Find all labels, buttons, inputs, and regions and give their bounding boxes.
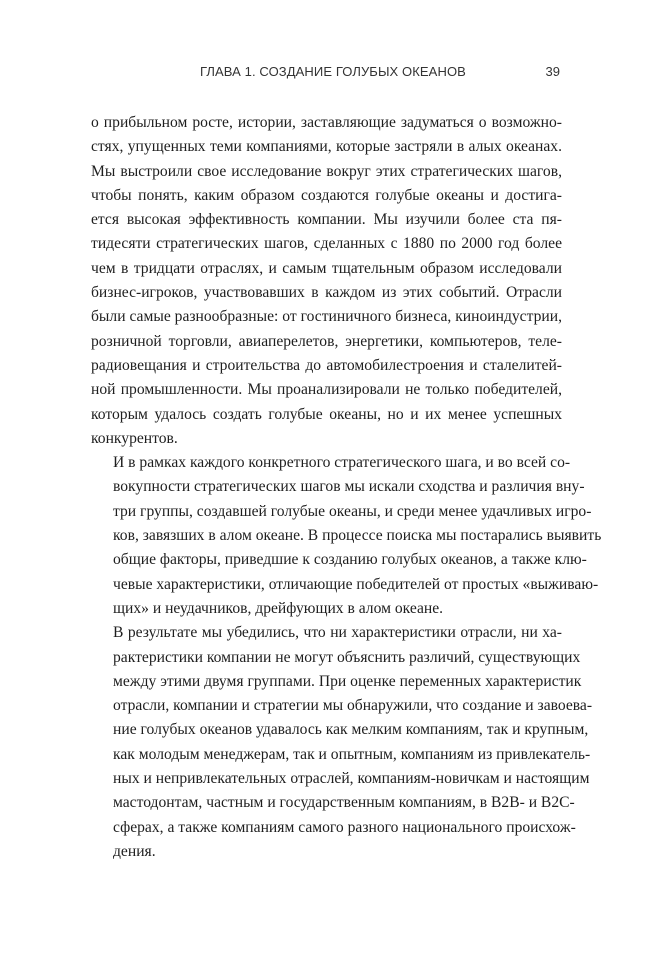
page-number: 39 [545,64,560,79]
text-line: ков, завязших в алом океане. В процессе поиска мы постарались выявить [113,527,602,545]
text-line: стях, упущенных теми компаниями, которые застряли в алых океанах. [91,138,562,156]
text-line: конкурентов. [91,429,178,447]
text-line: три группы, создавшей голубые океаны, и среди менее удачливых игро- [113,502,592,520]
text-line: дения. [113,842,156,860]
text-line: ние голубых океанов удавалось как мелким компаниям, так и крупным, [113,721,589,739]
text-line: тидесяти стратегических шагов, сделанных с 1880 по 2000 год более [91,235,562,253]
paragraph [91,111,562,451]
text-line: между этими двумя группами. При оценке переменных характеристик [113,672,582,690]
text-line: ных и непривлекательных отраслей, компаниям-новичкам и настоящим [113,770,590,788]
body-text [91,111,602,864]
text-line: рактеристики компании не могут объяснить различий, существующих [113,648,581,666]
text-line: общие факторы, приведшие к созданию голубых океанов, а также клю- [113,551,587,569]
text-line: о прибыльном росте, истории, заставляющие задуматься о возможно- [91,114,562,131]
text-line: которым удалось создать голубые океаны, но и их менее успешных [91,405,562,423]
text-line: радиовещания и строительства до автомобилестроения и сталелитей- [91,356,562,374]
text-line: щих» и неудачников, дрейфующих в алом океане. [113,599,444,617]
text-line: чем в тридцати отраслях, и самым тщательным образом исследовали [91,259,562,277]
paragraph [91,621,593,864]
text-line: чевые характеристики, отличающие победителей от простых «выживаю- [113,575,599,593]
text-line: отрасли, компании и стратегии мы обнаружили, что создание и завоева- [113,697,593,715]
text-line: ной промышленности. Мы проанализировали не только победителей, [91,381,562,399]
text-line: мастодонтам, частным и государственным компаниям, в B2B- и B2C- [113,794,575,812]
text-line: как молодым менеджерам, так и опытным, компаниям из привлекатель- [113,745,591,763]
text-line: сферах, а также компаниям самого разного национального происхож- [113,818,576,836]
text-line: были самые разнообразные: от гостиничного бизнеса, киноиндустрии, [91,308,562,326]
text-line: розничной торговли, авиаперелетов, энергетики, компьютеров, теле- [91,332,562,350]
text-line: бизнес-игроков, участвовавших в каждом из этих событий. Отрасли [91,284,562,302]
text-line: И в рамках каждого конкретного стратегического шага, и во всей со- [113,454,571,472]
running-head-chapter-title: ГЛАВА 1. СОЗДАНИЕ ГОЛУБЫХ ОКЕАНОВ [200,64,466,79]
text-line: чтобы понять, каким образом создаются голубые океаны и достига- [91,186,562,204]
paragraph [91,451,602,621]
text-line: В результате мы убедились, что ни характеристики отрасли, ни ха- [113,624,562,642]
text-line: ется высокая эффективность компании. Мы изучили более ста пя- [91,211,562,229]
text-line: вокупности стратегических шагов мы искали сходства и различия вну- [113,478,585,496]
text-line: Мы выстроили свое исследование вокруг этих стратегических шагов, [91,162,562,180]
